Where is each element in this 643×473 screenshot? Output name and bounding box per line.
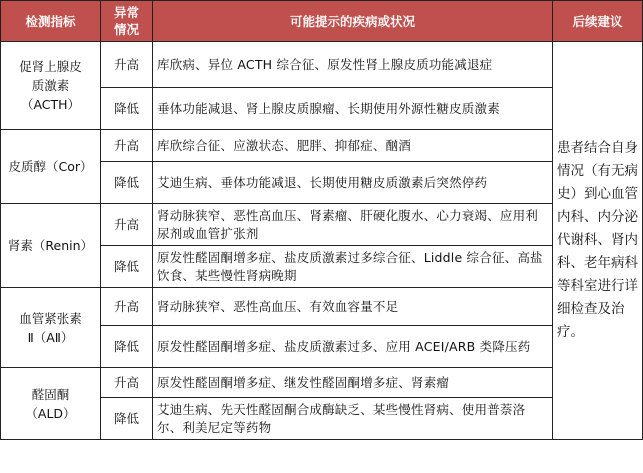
change-down: 降低 xyxy=(101,326,153,368)
indicator-angiotensin xyxy=(1,288,101,368)
indicator-line: （ALD） xyxy=(25,405,76,421)
condition-text: 原发性醛固酮增多症、盐皮质激素过多综合征、Liddle 综合征、高盐饮食、某些慢性肾病晚期 xyxy=(153,246,553,288)
change-up: 升高 xyxy=(101,204,153,246)
header-advice: 后续建议 xyxy=(553,1,643,42)
condition-text: 肾动脉狭窄、恶性高血压、肾素瘤、肝硬化腹水、心力衰竭、应用利尿剂或血管扩张剂 xyxy=(153,204,553,246)
indicator-line: 促肾上腺皮 xyxy=(19,59,82,74)
table-row xyxy=(1,368,643,398)
header-condition: 可能提示的疾病或状况 xyxy=(153,1,553,42)
header-indicator: 检测指标 xyxy=(1,1,101,42)
change-up: 升高 xyxy=(101,368,153,398)
indicator-line: （ACTH） xyxy=(20,97,81,112)
indicator-line: 质激素 xyxy=(31,78,70,93)
header-change-line1: 异常 xyxy=(113,5,139,20)
change-down: 降低 xyxy=(101,162,153,204)
condition-text: 原发性醛固酮增多症、盐皮质激素过多、应用 ACEI/ARB 类降压药 xyxy=(153,326,553,368)
condition-text: 库欣综合征、应激状态、肥胖、抑郁症、酗酒 xyxy=(153,130,553,162)
condition-text: 库欣病、异位 ACTH 综合征、原发性肾上腺皮质功能减退症 xyxy=(153,42,553,88)
condition-text: 艾迪生病、先天性醛固酮合成酶缺乏、某些慢性肾病、使用普萘洛尔、利美尼定等药物 xyxy=(153,398,553,440)
indicator-cor xyxy=(1,130,101,204)
header-change-line2: 情况 xyxy=(113,22,139,37)
condition-text: 艾迪生病、垂体功能减退、长期使用糖皮质激素后突然停药 xyxy=(153,162,553,204)
table-header-row xyxy=(1,1,643,42)
indicator-aldosterone xyxy=(1,368,101,440)
table-row xyxy=(1,204,643,246)
change-down: 降低 xyxy=(101,398,153,440)
change-up: 升高 xyxy=(101,42,153,88)
table-row xyxy=(1,42,643,88)
table-row xyxy=(1,130,643,162)
indicator-line: 血管紧张素 xyxy=(19,310,82,326)
table-row xyxy=(1,288,643,326)
condition-text: 原发性醛固酮增多症、继发性醛固酮增多症、肾素瘤 xyxy=(153,368,553,398)
condition-text: 肾动脉狭窄、恶性高血压、有效血容量不足 xyxy=(153,288,553,326)
change-up: 升高 xyxy=(101,288,153,326)
indicator-line: 皮质醇（Cor） xyxy=(8,159,93,174)
indicator-line: 醛固酮 xyxy=(31,386,70,402)
indicator-acth xyxy=(1,42,101,130)
change-down: 降低 xyxy=(101,246,153,288)
indicator-renin xyxy=(1,204,101,288)
condition-text: 垂体功能减退、肾上腺皮质腺瘤、长期使用外源性糖皮质激素 xyxy=(153,88,553,130)
change-up: 升高 xyxy=(101,130,153,162)
indicator-line: 肾素（Renin） xyxy=(7,238,94,253)
indicator-line: Ⅱ（AⅡ） xyxy=(27,329,74,345)
header-change xyxy=(101,1,153,42)
change-down: 降低 xyxy=(101,88,153,130)
advice-text: 患者结合自身情况（有无病史）到心血管内科、内分泌代谢科、肾内科、老年病科等科室进行详细检查及治疗。 xyxy=(553,42,643,440)
